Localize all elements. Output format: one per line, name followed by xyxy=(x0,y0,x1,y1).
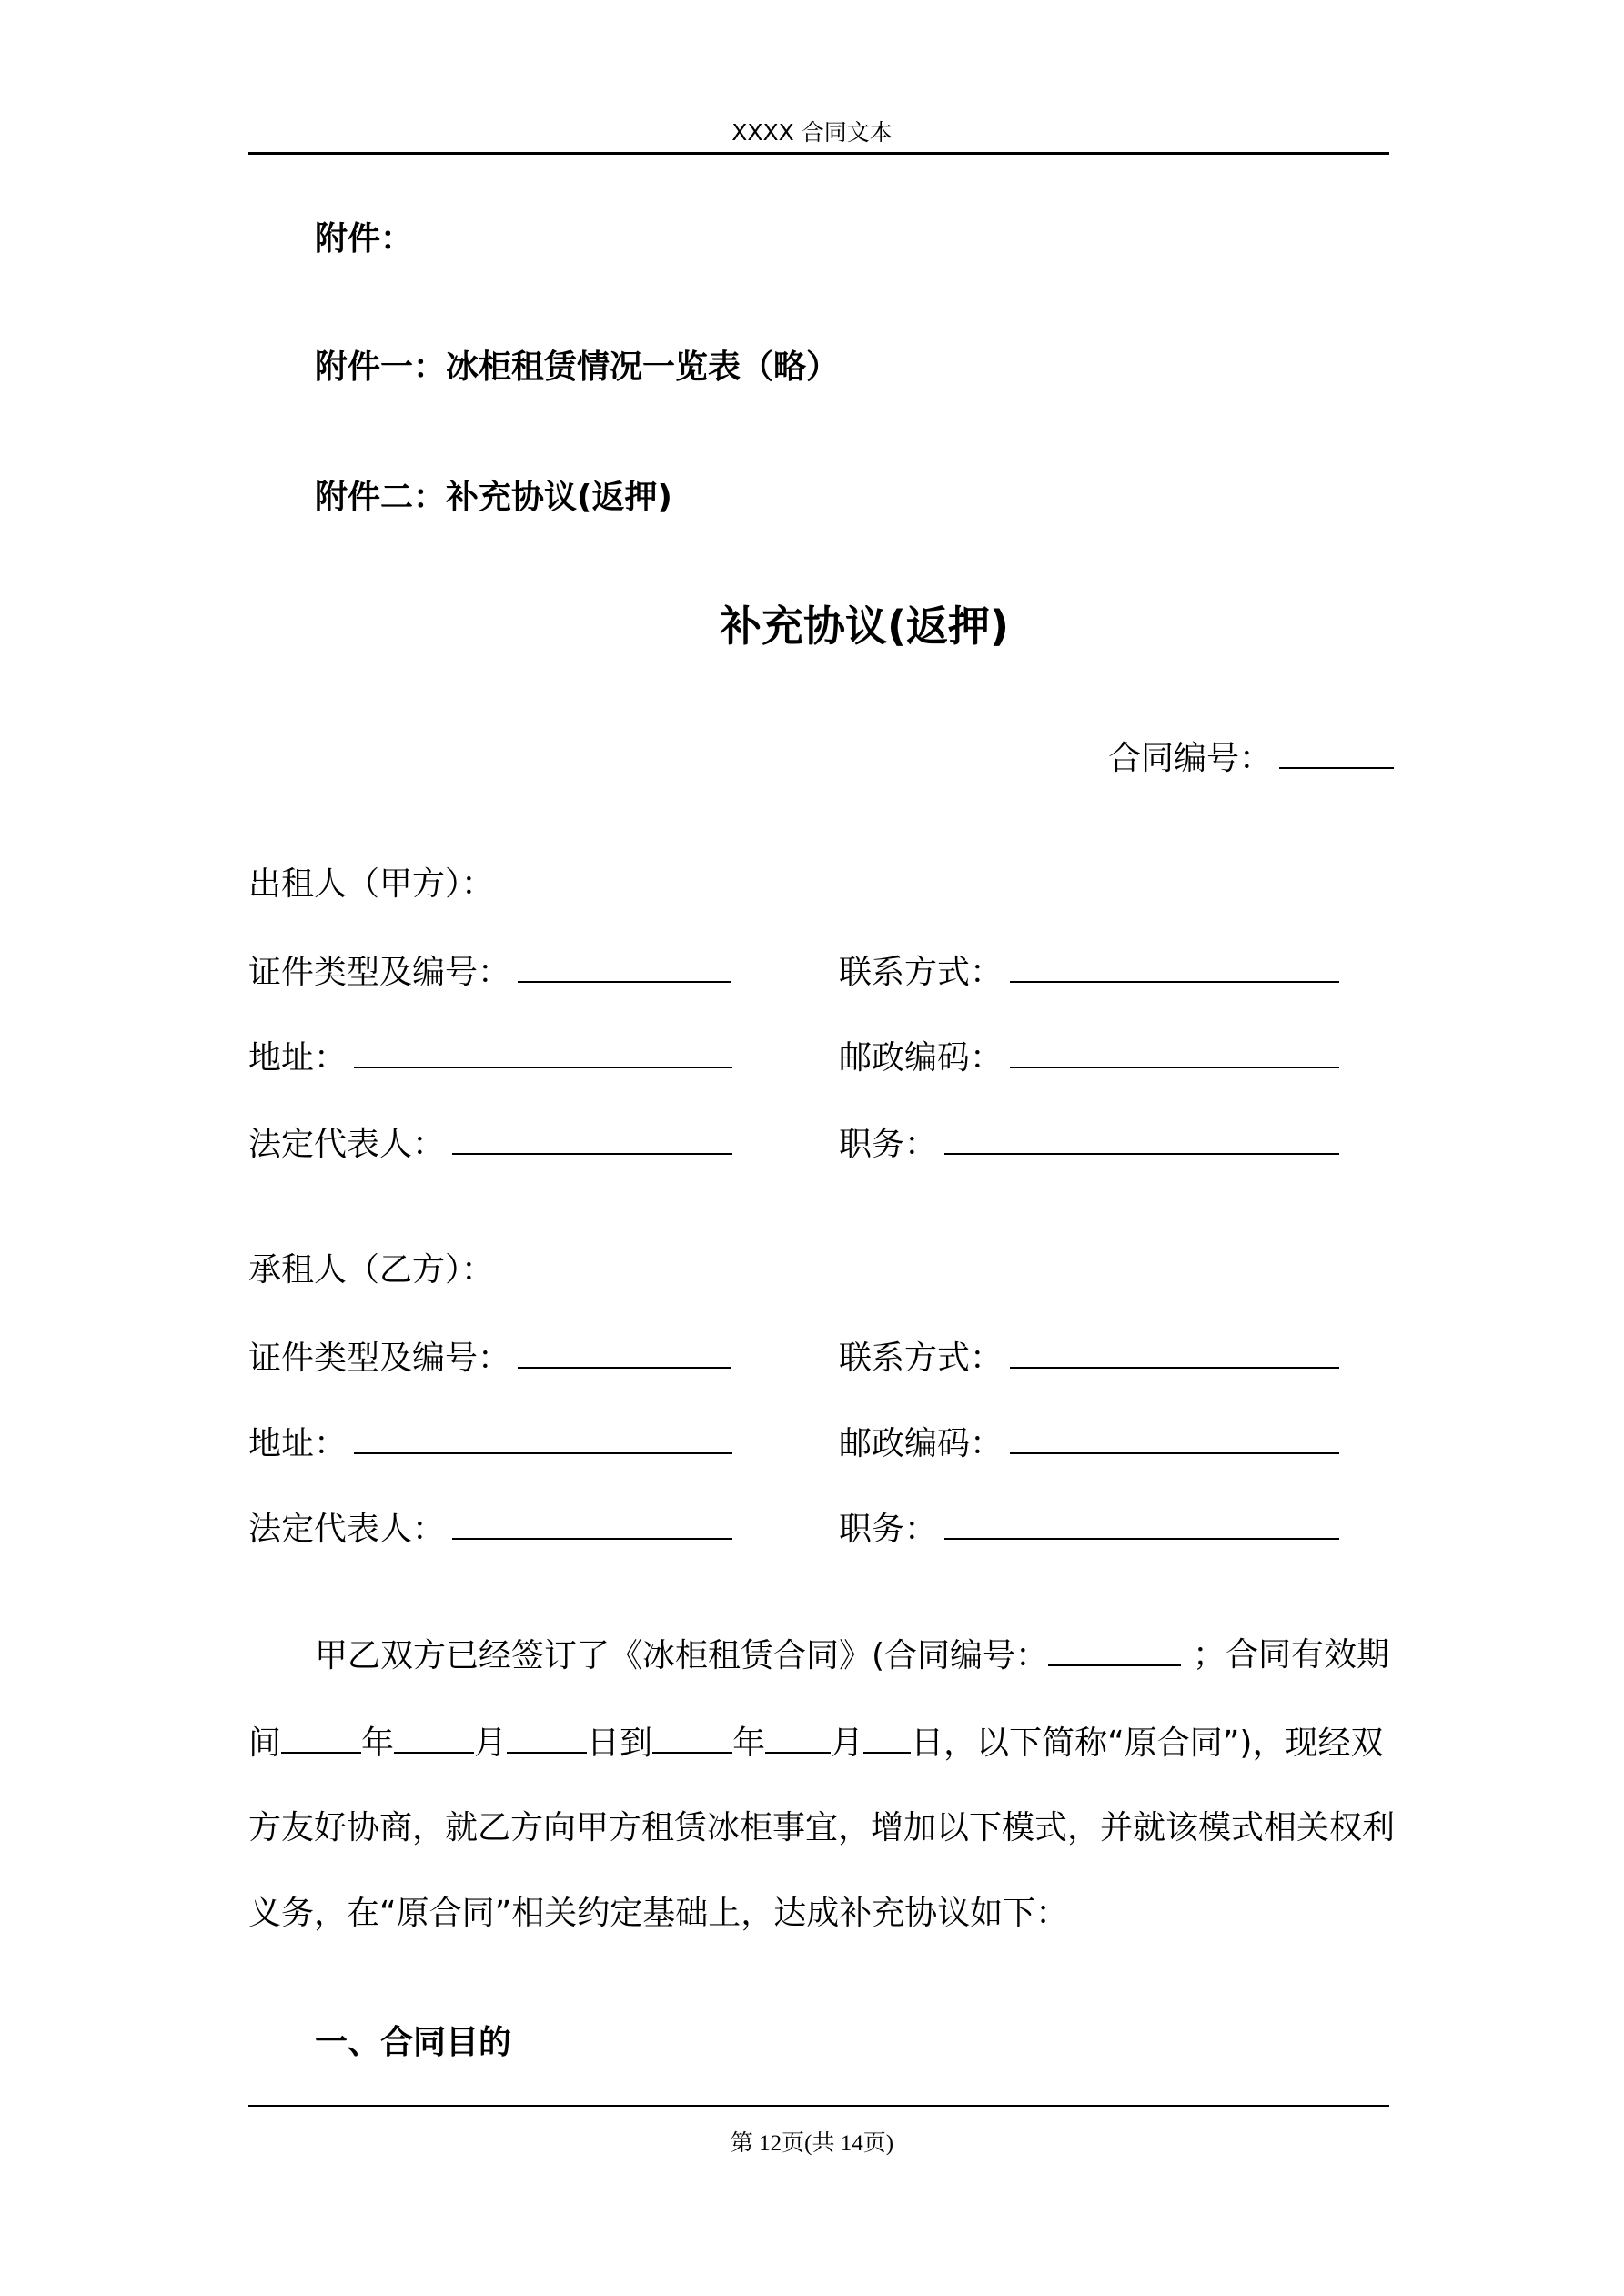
lessee-position-blank[interactable] xyxy=(944,1511,1339,1540)
attachments-heading: 附件： xyxy=(315,220,414,258)
section-1-heading: 一、合同目的 xyxy=(315,2024,512,2061)
lessor-heading: 出租人（甲方）： xyxy=(248,865,495,903)
end-year-blank[interactable] xyxy=(652,1726,732,1754)
paragraph-text: 甲乙双方已经签订了《冰柜租赁合同》(合同编号： xyxy=(315,1637,1049,1674)
lessor-rep-blank[interactable] xyxy=(452,1126,732,1155)
lessor-contact-field xyxy=(839,954,1339,989)
lessor-contact-blank[interactable] xyxy=(1010,954,1339,983)
paragraph-text: 年 xyxy=(732,1725,766,1762)
lessee-contact-field xyxy=(839,1340,1339,1375)
lessor-position-label: 职务： xyxy=(839,1126,938,1163)
page-number: 第 12页(共 14页) xyxy=(730,2131,894,2156)
lessor-postcode-field xyxy=(839,1039,1339,1075)
lessor-address-field xyxy=(248,1039,732,1075)
start-year-blank[interactable] xyxy=(281,1726,361,1754)
paragraph-text: 间 xyxy=(248,1725,282,1762)
lessee-contact-blank[interactable] xyxy=(1010,1340,1339,1369)
paragraph-line-3: 方友好协商，就乙方向甲方租赁冰柜事宜，增加以下模式，并就该模式相关权利 xyxy=(248,1809,1396,1846)
lessee-postcode-label: 邮政编码： xyxy=(839,1425,1004,1462)
lessee-address-label: 地址： xyxy=(248,1425,348,1462)
lessee-rep-label: 法定代表人： xyxy=(248,1511,446,1548)
paragraph-text: 日，以下简称“原合同”)，现经双 xyxy=(911,1725,1384,1762)
lessor-position-blank[interactable] xyxy=(944,1126,1339,1155)
paragraph-text: ；合同有效期 xyxy=(1192,1636,1389,1674)
start-month-blank[interactable] xyxy=(394,1726,474,1754)
lessor-position-field xyxy=(839,1126,1339,1161)
contract-number-field xyxy=(1108,740,1394,775)
lessee-address-field xyxy=(248,1425,732,1461)
contract-number-label: 合同编号： xyxy=(1108,740,1273,777)
attachment-2: 附件二：补充协议(返押) xyxy=(315,479,672,516)
lessor-rep-label: 法定代表人： xyxy=(248,1126,446,1163)
header-rule xyxy=(248,152,1389,155)
contract-number-blank[interactable] xyxy=(1279,740,1394,769)
end-day-blank[interactable] xyxy=(863,1726,911,1754)
paragraph-text: 年 xyxy=(361,1725,395,1762)
paragraph-text: 月 xyxy=(831,1725,864,1762)
lessee-heading: 承租人（乙方）： xyxy=(248,1251,495,1289)
paragraph-text: 日到 xyxy=(587,1725,653,1762)
start-day-blank[interactable] xyxy=(507,1726,587,1754)
lessor-address-label: 地址： xyxy=(248,1039,348,1077)
lessee-rep-blank[interactable] xyxy=(452,1511,732,1540)
lessor-address-blank[interactable] xyxy=(354,1039,732,1068)
lessee-id-blank[interactable] xyxy=(518,1340,731,1369)
paragraph-line-1 xyxy=(315,1636,1389,1674)
document-title: 补充协议(返押) xyxy=(719,602,1010,651)
lessee-position-field xyxy=(839,1511,1339,1546)
page-header: XXXX 合同文本 xyxy=(731,119,893,146)
paragraph-text: 月 xyxy=(474,1725,508,1762)
lessor-postcode-label: 邮政编码： xyxy=(839,1039,1004,1077)
footer-rule xyxy=(248,2105,1389,2107)
original-contract-number-blank[interactable] xyxy=(1048,1639,1181,1666)
lessee-id-field xyxy=(248,1340,731,1375)
lessee-address-blank[interactable] xyxy=(354,1425,732,1454)
lessor-postcode-blank[interactable] xyxy=(1010,1039,1339,1068)
lessee-contact-label: 联系方式： xyxy=(839,1340,1004,1377)
lessor-id-blank[interactable] xyxy=(518,954,731,983)
paragraph-line-4: 义务，在“原合同”相关约定基础上，达成补充协议如下： xyxy=(248,1895,1069,1932)
attachment-1: 附件一：冰柜租赁情况一览表（略） xyxy=(315,349,840,386)
lessor-id-field xyxy=(248,954,731,989)
lessee-id-label: 证件类型及编号： xyxy=(248,1340,511,1377)
lessor-contact-label: 联系方式： xyxy=(839,954,1004,991)
lessee-rep-field xyxy=(248,1511,732,1546)
lessor-id-label: 证件类型及编号： xyxy=(248,954,511,991)
end-month-blank[interactable] xyxy=(765,1726,831,1754)
paragraph-line-2 xyxy=(248,1726,1389,1760)
lessor-rep-field xyxy=(248,1126,732,1161)
lessee-postcode-blank[interactable] xyxy=(1010,1425,1339,1454)
lessee-position-label: 职务： xyxy=(839,1511,938,1548)
lessee-postcode-field xyxy=(839,1425,1339,1461)
